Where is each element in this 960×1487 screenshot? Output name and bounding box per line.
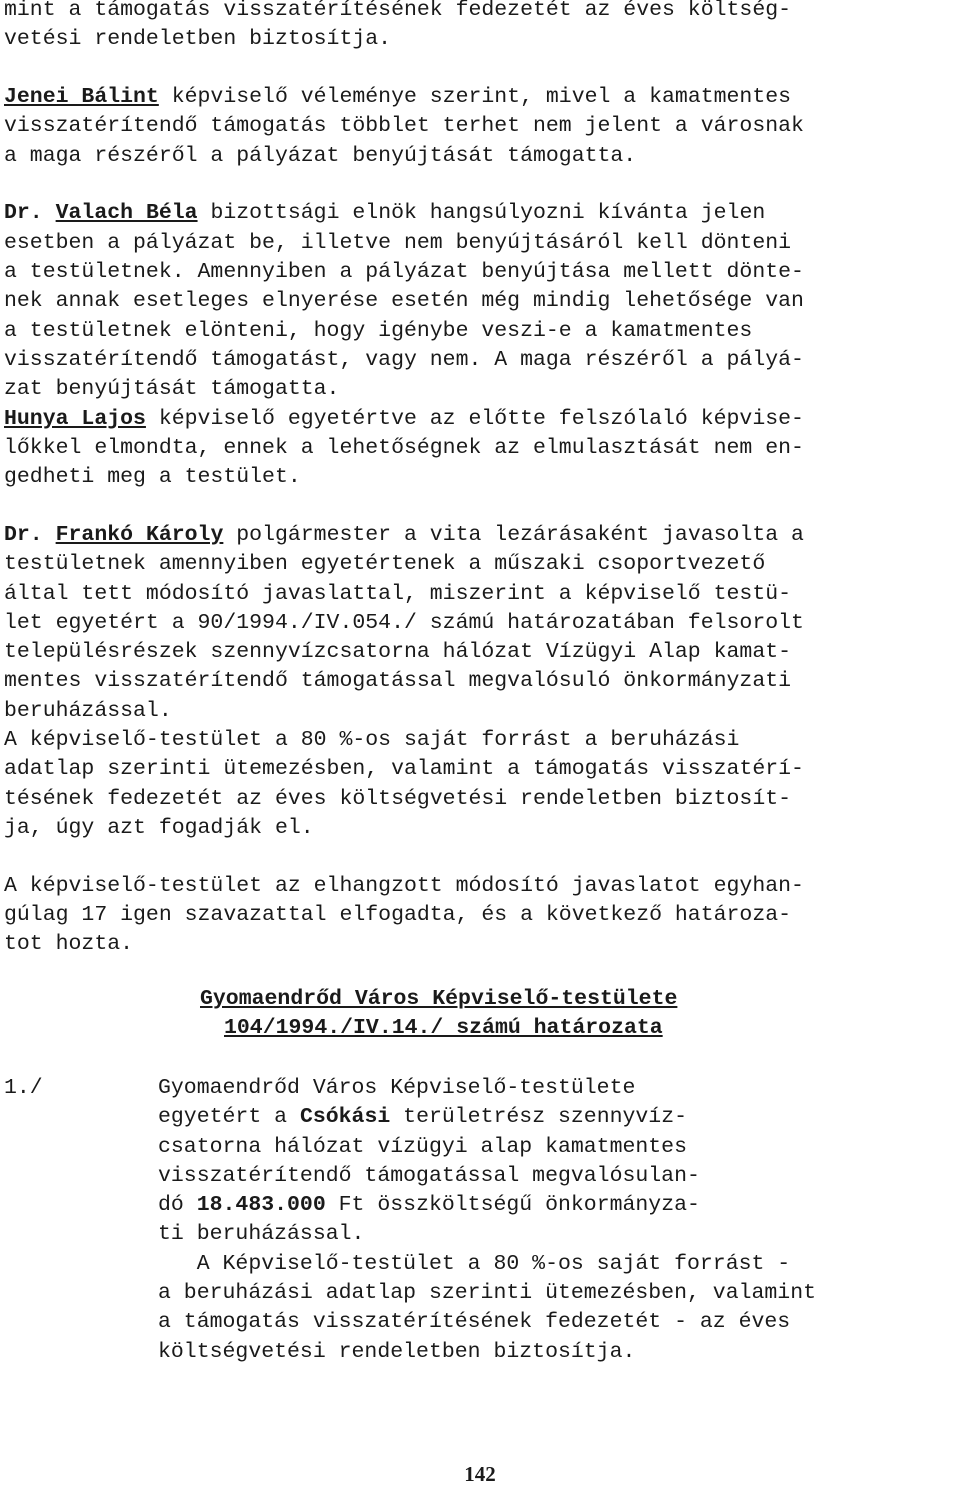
text-line: A képviselő-testület az elhangzott módosító javaslatot egyhan- [4,873,804,898]
text-line: polgármester a vita lezárásaként javasolta a [223,522,804,547]
paragraph-valach [4,199,956,404]
text-line: a támogatás visszatérítésének fedezetét - az éves [158,1310,791,1335]
text-line: ti beruházással. [158,1222,365,1247]
text-line: adatlap szerinti ütemezésben, valamint a támogatás visszatérí- [4,757,804,782]
text-line: visszatérítendő támogatás többlet terhet nem jelent a városnak [4,114,804,139]
text-line: testületnek amennyiben egyetértenek a műszaki csoportvezető [4,552,766,577]
text-line: A képviselő-testület a 80 %-os saját forrást a beruházási [4,728,740,753]
text-line: gedheti meg a testület. [4,465,301,490]
resolution-title-line2: 104/1994./IV.14./ számú határozata [224,1016,663,1040]
paragraph-franko [4,521,956,843]
text-line: területrész szennyvíz- [390,1105,688,1130]
text-line: visszatérítendő támogatással megvalósulan- [158,1163,700,1188]
text-line: költségvetési rendeletben biztosítja. [158,1339,636,1364]
text-line: gúlag 17 igen szavazattal elfogadta, és a következő határoza- [4,903,792,928]
paragraph-vote [4,872,956,960]
item-number: 1./ [4,1076,43,1100]
text-line: egyetért a [158,1105,300,1130]
text-line: dó [158,1193,197,1218]
speaker-name: Frankó Károly [55,522,224,547]
speaker-prefix: Dr. [4,201,43,226]
paragraph-jenei [4,83,956,171]
text-line: képviselő egyetértve az előtte felszólaló képvise- [145,406,804,431]
resolution-title-line1: Gyomaendrőd Város Képviselő-testülete [200,987,678,1011]
text-line: ja, úgy azt fogadják el. [4,815,314,840]
text-line: a beruházási adatlap szerinti ütemezésben, valamint [158,1281,817,1306]
text-line: településrészek szennyvízcsatorna hálózat Vízügyi Alap kamat- [4,640,792,665]
paragraph-funding-continuation [4,0,956,55]
page-number: 142 [464,1462,496,1486]
speaker-prefix: Dr. [4,522,43,547]
text-line: A Képviselő-testület a 80 %-os saját forrást - [158,1251,791,1276]
text-line: visszatérítendő támogatást, vagy nem. A maga részéről a pályá- [4,347,804,372]
speaker-name: Valach Béla [55,201,198,226]
item-body [158,1074,948,1367]
text-line: beruházással. [4,698,172,723]
text-line: csatorna hálózat vízügyi alap kamatmentes [158,1134,687,1159]
text-line: a maga részéről a pályázat benyújtását támogatta. [4,143,637,168]
amount: 18.483.000 [196,1193,326,1218]
speaker-name: Jenei Bálint [4,85,159,110]
text-line: tot hozta. [4,932,134,957]
text-line: a testületnek elönteni, hogy igénybe veszi-e a kamatmentes [4,318,753,343]
text-line: bizottsági elnök hangsúlyozni kívánta jelen [197,201,766,226]
text-line: let egyetért a 90/1994./IV.054./ számú határozatában felsorolt [4,610,804,635]
text-line: esetben a pályázat be, illetve nem benyújtásáról kell dönteni [4,230,792,255]
text-line: mentes visszatérítendő támogatással megvalósuló önkormányzati [4,669,792,694]
text-line: tésének fedezetét az éves költségvetési rendeletben biztosít- [4,786,792,811]
text-line: zat benyújtását támogatta. [4,377,340,402]
text-line: vetési rendeletben biztosítja. [4,27,392,52]
place-name: Csókási [299,1105,391,1130]
text-line: Gyomaendrőd Város Képviselő-testülete [158,1076,636,1100]
text-line: mint a támogatás visszatérítésének fedezetét az éves költség- [4,0,792,22]
text-line: lőkkel elmondta, ennek a lehetőségnek az elmulasztását nem en- [4,435,804,460]
paragraph-hunya [4,405,956,493]
text-line: által tett módosító javaslattal, miszerint a képviselő testü- [4,581,792,606]
text-line: a testületnek. Amennyiben a pályázat benyújtása mellett dönte- [4,260,804,285]
text-line: képviselő véleménye szerint, mivel a kamatmentes [158,85,792,110]
text-line: Ft összköltségű önkormányza- [325,1193,700,1218]
text-line: nek annak esetleges elnyerése esetén még mindig lehetősége van [4,289,804,314]
speaker-name: Hunya Lajos [4,406,146,431]
document-page [4,0,956,960]
